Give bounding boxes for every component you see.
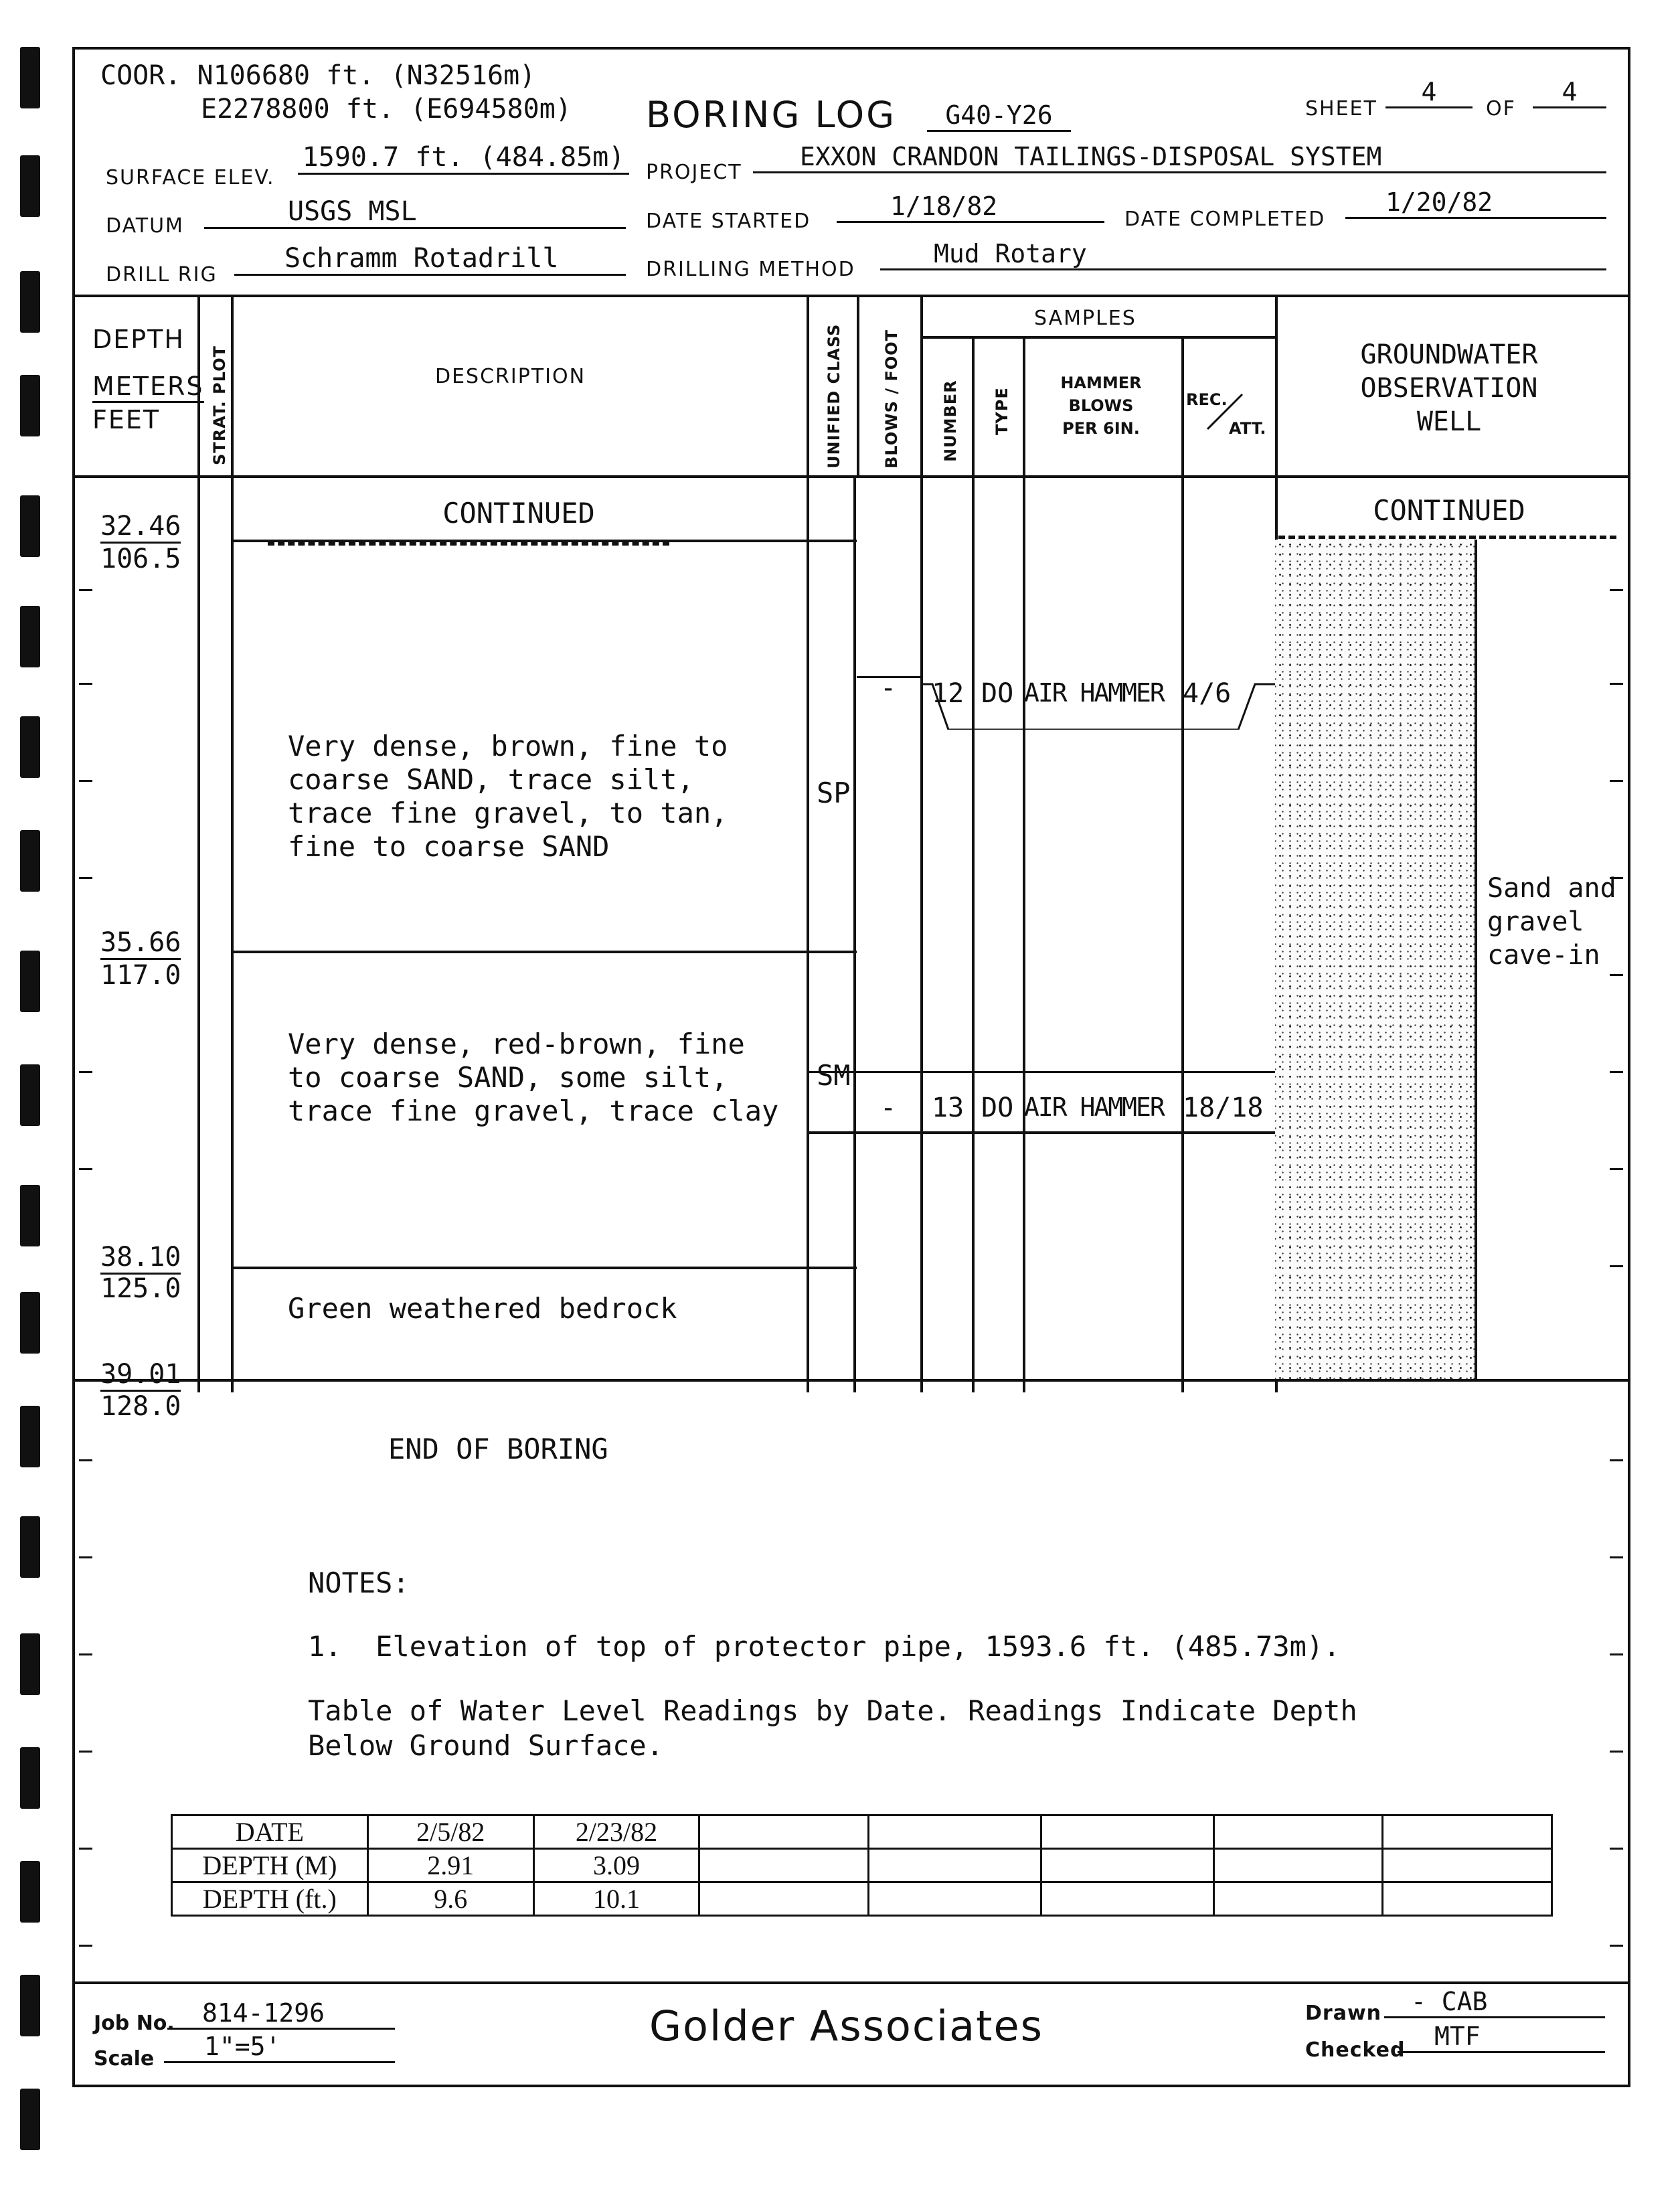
depth-ft-1: 106.5 — [100, 544, 181, 574]
boring-id: G40-Y26 — [927, 100, 1071, 132]
drill-rig: Schramm Rotadrill — [234, 243, 626, 276]
date-completed-label: DATE COMPLETED — [1124, 208, 1326, 231]
empty-cell — [699, 1815, 869, 1849]
layer-2-description — [288, 1028, 778, 1128]
depth-ft-3: 125.0 — [100, 1273, 181, 1304]
empty-cell — [1213, 1815, 1383, 1849]
note-1-number: 1. — [308, 1630, 342, 1663]
date-cell: 2/23/82 — [533, 1815, 699, 1849]
layer-1-line: trace fine gravel, to tan, — [288, 797, 728, 829]
well-note-line: cave-in — [1487, 940, 1600, 971]
date-completed: 1/20/82 — [1345, 187, 1606, 219]
surface-elev-label: SURFACE ELEV. — [106, 166, 275, 189]
table-row — [172, 1882, 1552, 1916]
drawn-label: Drawn — [1305, 2002, 1382, 2025]
rec-att-slash — [1205, 392, 1245, 432]
job-number: 814-1296 — [167, 1998, 395, 2030]
table-row — [172, 1815, 1552, 1849]
scale: 1"=5' — [164, 2032, 395, 2063]
layer-2-line: trace fine gravel, trace clay — [288, 1094, 779, 1127]
layer-3-line: Green weathered bedrock — [288, 1292, 677, 1325]
date-cell: 2/5/82 — [367, 1815, 533, 1849]
empty-cell — [1213, 1849, 1383, 1882]
sample-12-hammer: AIR HAMMER — [1024, 678, 1164, 708]
depth-m-3: 38.10 — [100, 1242, 181, 1275]
depth-ft-cell: 9.6 — [367, 1882, 533, 1916]
depth-m-cell: 3.09 — [533, 1849, 699, 1882]
col-hammer — [1024, 372, 1178, 440]
col-hammer-line3: PER 6IN. — [1062, 419, 1140, 438]
empty-cell — [1213, 1882, 1383, 1916]
sample-12-blows-foot: - — [879, 673, 897, 704]
well-backfill-pattern — [1275, 540, 1477, 1379]
table-intro — [308, 1694, 1357, 1763]
well-note — [1487, 872, 1616, 972]
col-unified-class: UNIFIED CLASS — [825, 323, 843, 469]
drill-rig-label: DRILL RIG — [106, 263, 218, 287]
scale-label: Scale — [94, 2047, 155, 2071]
col-att: ATT. — [1229, 419, 1266, 438]
job-label: Job No. — [94, 2012, 175, 2035]
layer-3-description — [288, 1292, 677, 1325]
depth-ft-cell: 10.1 — [533, 1882, 699, 1916]
note-1 — [308, 1630, 1340, 1663]
col-blows-foot: BLOWS / FOOT — [882, 329, 901, 469]
table-intro-line: Below Ground Surface. — [308, 1729, 664, 1762]
empty-cell — [869, 1882, 1041, 1916]
sample-13-number: 13 — [932, 1092, 964, 1123]
layer-2-class: SM — [817, 1059, 851, 1092]
row-label-date: DATE — [172, 1815, 368, 1849]
end-of-boring: END OF BORING — [388, 1433, 608, 1465]
col-gw-line1: GROUNDWATER — [1360, 339, 1538, 370]
notes-title: NOTES: — [308, 1566, 410, 1599]
sample-12-rec: 4/6 — [1183, 678, 1232, 709]
datum-label: DATUM — [106, 214, 184, 238]
empty-cell — [699, 1882, 869, 1916]
coor-east: E2278800 ft. (E694580m) — [201, 94, 572, 125]
sheet-number: 4 — [1385, 77, 1473, 108]
depth-m-4: 39.01 — [100, 1359, 181, 1392]
col-samples: SAMPLES — [1034, 307, 1137, 330]
depth-ft-2: 117.0 — [100, 960, 181, 991]
col-groundwater — [1275, 338, 1623, 438]
coor-label: COOR. — [100, 60, 181, 91]
col-description: DESCRIPTION — [435, 365, 586, 388]
depth-ft-4: 128.0 — [100, 1391, 181, 1422]
coordinates — [100, 60, 535, 91]
drilling-method-label: DRILLING METHOD — [646, 258, 855, 281]
depth-m-cell: 2.91 — [367, 1849, 533, 1882]
date-started: 1/18/82 — [837, 191, 1104, 223]
datum: USGS MSL — [204, 196, 626, 229]
col-strat-plot: STRAT. PLOT — [210, 345, 229, 465]
layer-1-line: Very dense, brown, fine to — [288, 730, 728, 762]
sheet-label: SHEET — [1305, 97, 1377, 120]
coor-north: N106680 ft. (N32516m) — [197, 60, 536, 91]
col-number: NUMBER — [941, 380, 960, 462]
sample-13-rec: 18/18 — [1183, 1092, 1264, 1123]
of-label: OF — [1486, 97, 1516, 120]
company-name: Golder Associates — [649, 2002, 1043, 2050]
layer-1-description — [288, 730, 728, 864]
row-label-depth-ft: DEPTH (ft.) — [172, 1882, 368, 1916]
water-level-table — [171, 1814, 1553, 1917]
empty-cell — [869, 1815, 1041, 1849]
col-depth: DEPTH — [92, 325, 185, 354]
col-feet: FEET — [92, 405, 161, 434]
col-hammer-line2: BLOWS — [1068, 396, 1134, 415]
well-dashed-boundary — [1278, 536, 1616, 539]
layer-1-line: fine to coarse SAND — [288, 830, 610, 863]
empty-cell — [699, 1849, 869, 1882]
layer-1-line: coarse SAND, trace silt, — [288, 763, 694, 796]
checked-by: MTF — [1398, 2022, 1605, 2053]
surface-elev: 1590.7 ft. (484.85m) — [298, 142, 629, 175]
well-note-line: Sand and — [1487, 873, 1616, 904]
col-gw-line3: WELL — [1416, 406, 1482, 437]
table-row — [172, 1849, 1552, 1882]
empty-cell — [1041, 1849, 1213, 1882]
note-1-text: Elevation of top of protector pipe, 1593.6 ft. (485.73m). — [375, 1630, 1341, 1663]
empty-cell — [1383, 1815, 1552, 1849]
row-label-depth-m: DEPTH (M) — [172, 1849, 368, 1882]
col-rec: REC. — [1186, 390, 1228, 409]
layer-2-line: Very dense, red-brown, fine — [288, 1028, 745, 1060]
sample-13-blows-foot: - — [879, 1092, 897, 1123]
checked-label: Checked — [1305, 2038, 1406, 2062]
depth-m-1: 32.46 — [100, 511, 181, 544]
sheet-total: 4 — [1533, 77, 1606, 108]
sample-12-number: 12 — [932, 678, 964, 709]
layer-2-line: to coarse SAND, some silt, — [288, 1061, 728, 1094]
date-started-label: DATE STARTED — [646, 210, 811, 233]
depth-m-2: 35.66 — [100, 927, 181, 960]
col-hammer-line1: HAMMER — [1060, 374, 1142, 392]
col-meters: METERS — [92, 372, 204, 403]
empty-cell — [1383, 1849, 1552, 1882]
project-label: PROJECT — [646, 161, 742, 184]
col-type: TYPE — [993, 387, 1011, 435]
empty-cell — [1383, 1882, 1552, 1916]
table-intro-line: Table of Water Level Readings by Date. Readings Indicate Depth — [308, 1694, 1357, 1727]
well-continued-label: CONTINUED — [1373, 494, 1525, 527]
layer-1-class: SP — [817, 777, 851, 809]
empty-cell — [869, 1849, 1041, 1882]
page-title: BORING LOG — [646, 94, 896, 136]
dashed-boundary — [268, 542, 669, 546]
empty-cell — [1041, 1815, 1213, 1849]
drilling-method: Mud Rotary — [880, 239, 1606, 270]
project-name: EXXON CRANDON TAILINGS-DISPOSAL SYSTEM — [753, 142, 1606, 173]
sample-13-hammer: AIR HAMMER — [1024, 1092, 1164, 1122]
sample-12-type: DO — [981, 678, 1014, 709]
col-gw-line2: OBSERVATION — [1360, 373, 1538, 404]
sample-13-type: DO — [981, 1092, 1014, 1123]
empty-cell — [1041, 1882, 1213, 1916]
well-note-line: gravel — [1487, 906, 1584, 937]
drawn-by: - CAB — [1384, 1987, 1605, 2018]
continued-label: CONTINUED — [442, 497, 595, 530]
